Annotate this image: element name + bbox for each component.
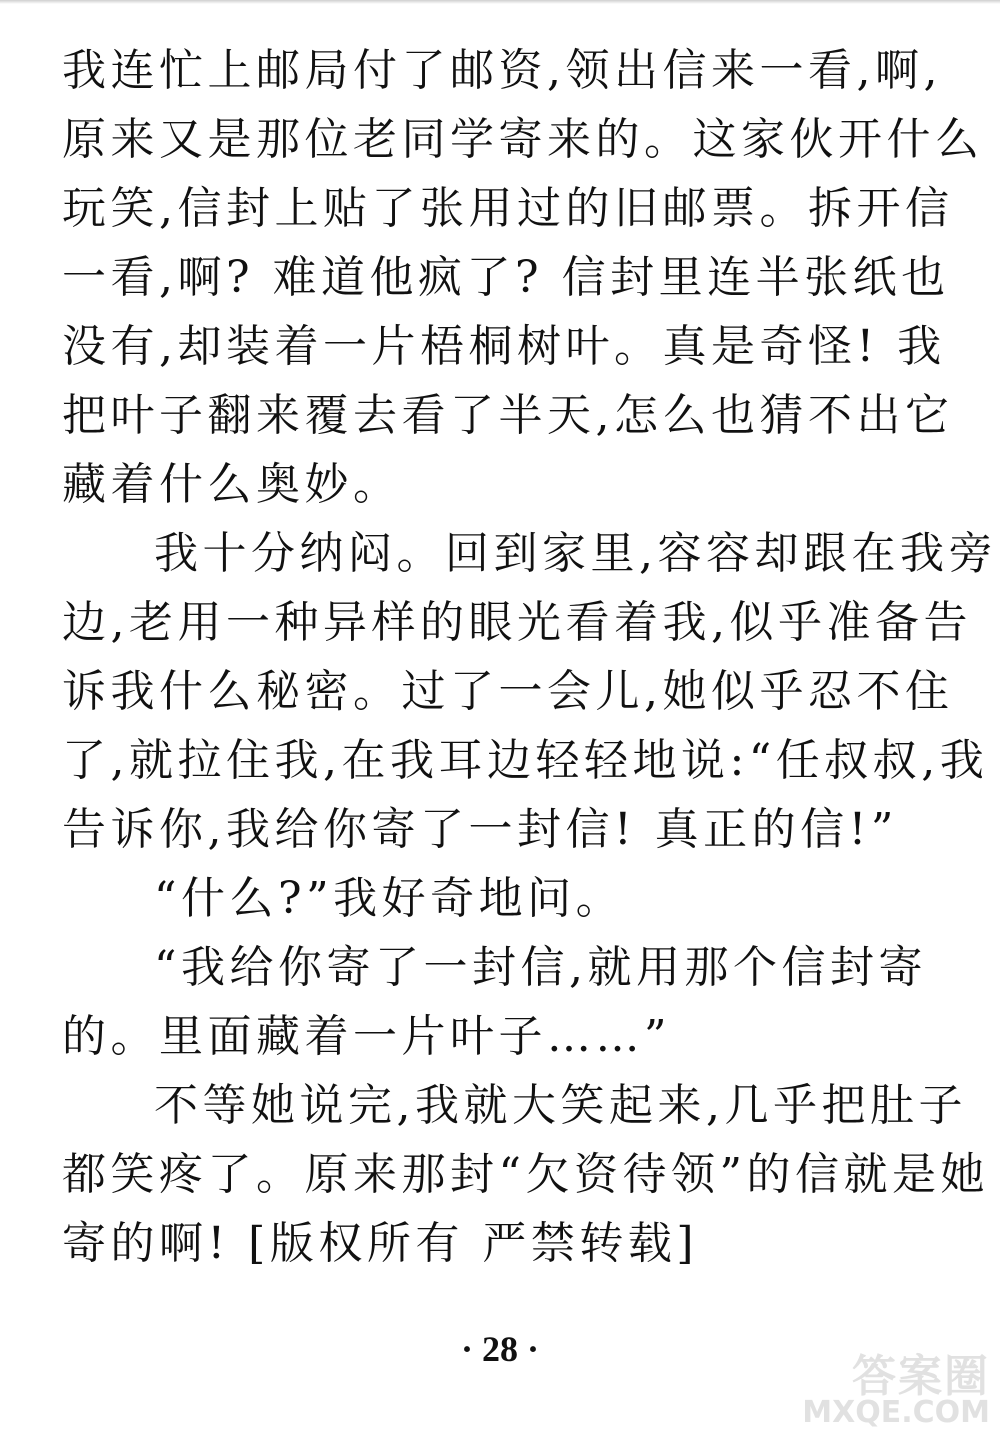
watermark-top-text: 答案圈 (852, 1351, 990, 1402)
text-line: 原来又是那位老同学寄来的。这家伙开什么 (62, 114, 984, 165)
page-top-edge (0, 0, 1000, 4)
watermark-bottom-text: MXQE.COM (802, 1395, 990, 1430)
text-line: 没有,却装着一片梧桐树叶。真是奇怪! 我 (62, 321, 946, 372)
body-text (62, 36, 997, 1278)
text-line: 一看,啊? 难道他疯了? 信封里连半张纸也 (62, 252, 950, 303)
text-line: 玩笑,信封上贴了张用过的旧邮票。拆开信 (62, 183, 954, 234)
text-line: 边,老用一种异样的眼光看着我,似乎准备告 (62, 597, 972, 648)
text-line: 我十分纳闷。回到家里,容容却跟在我旁 (154, 528, 997, 579)
text-line: “什么?”我好奇地问。 (154, 873, 625, 924)
text-line: 不等她说完,我就大笑起来,几乎把肚子 (154, 1080, 967, 1131)
watermark-logo (780, 1340, 990, 1430)
text-line: 了,就拉住我,在我耳边轻轻地说:“任叔叔,我 (62, 735, 989, 786)
text-line: 寄的啊! [版权所有 严禁转载] (62, 1218, 698, 1269)
text-line: 把叶子翻来覆去看了半天,怎么也猜不出它 (62, 390, 954, 441)
page-number: · 28 · (460, 1329, 539, 1369)
text-line: 诉我什么秘密。过了一会儿,她似乎忍不住 (62, 666, 954, 717)
text-line: 我连忙上邮局付了邮资,领出信来一看,啊, (62, 45, 942, 96)
text-line: 告诉你,我给你寄了一封信! 真正的信!” (62, 804, 898, 855)
text-line: “我给你寄了一封信,就用那个信封寄 (154, 942, 927, 993)
text-line: 藏着什么奥妙。 (62, 459, 402, 510)
text-line: 都笑疼了。原来那封“欠资待领”的信就是她 (62, 1149, 989, 1200)
text-line: 的。里面藏着一片叶子……” (62, 1011, 671, 1062)
